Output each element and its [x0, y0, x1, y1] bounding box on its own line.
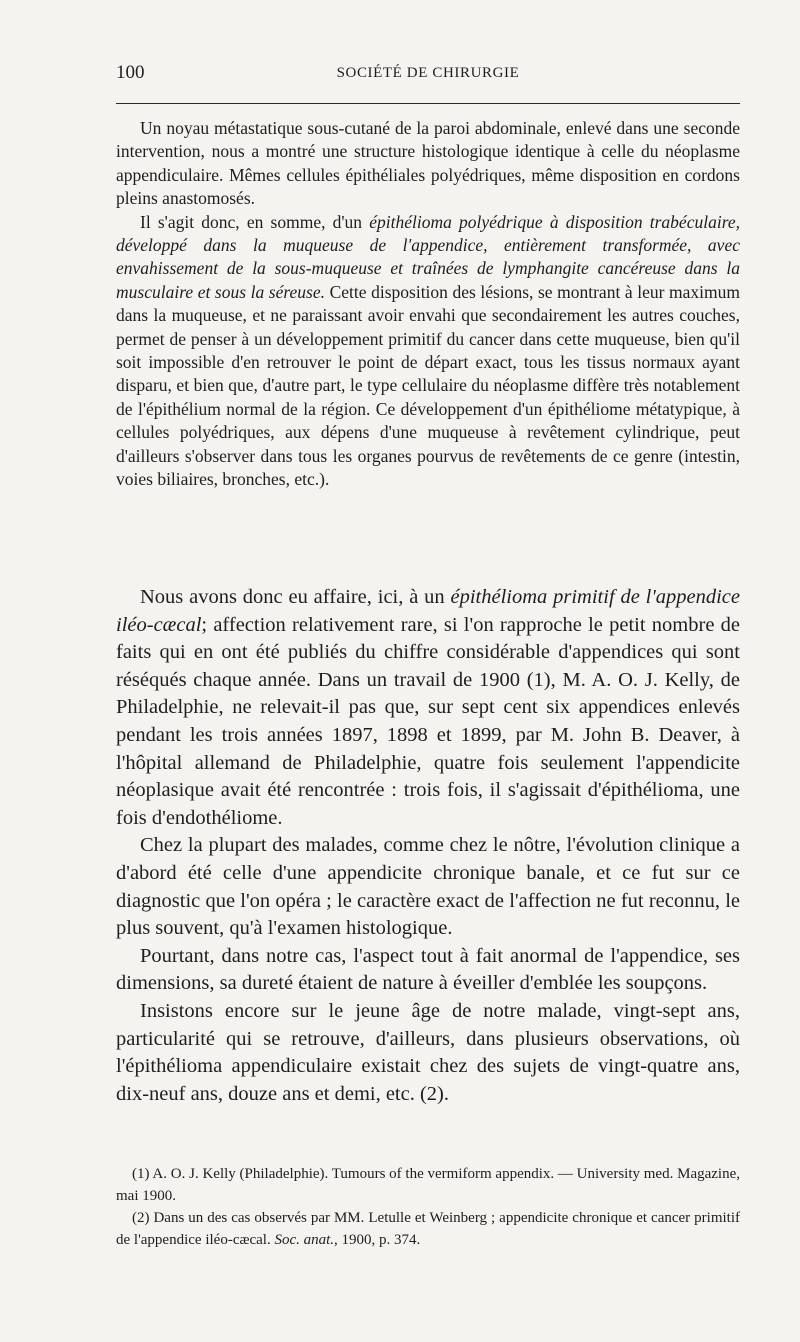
small-print-section [116, 117, 740, 492]
paragraph: Insistons encore sur le jeune âge de notre malade, vingt-sept ans, particularité qui se retrouve, d'ailleurs, dans plusieurs observations, où l'épithélioma appendiculaire existait chez des sujets de vingt-quatre ans, dix-neuf ans, douze ans et demi, etc. (2). [116, 999, 740, 1105]
running-head: SOCIÉTÉ DE CHIRURGIE [336, 65, 520, 81]
paragraph: Un noyau métastatique sous-cutané de la paroi abdominale, enlevé dans une seconde intervention, nous a montré une structure histologique identique à celle du néoplasme appendiculaire. Mêmes cellules épithéliales polyédriques, même disposition en cordons pleins anastomosés. [116, 118, 740, 209]
body-section [116, 584, 740, 1108]
paragraph: Chez la plupart des malades, comme chez le nôtre, l'évolution clinique a d'abord été celle d'une appendicite chronique banale, et ce fut sur ce diagnostic que l'on opéra ; le caractère exact de l'affection ne fut reconnu, le plus souvent, qu'à l'examen histologique. [116, 834, 740, 940]
italic-emphasis: Soc. anat. [274, 1232, 335, 1248]
header-rule [116, 103, 740, 104]
paragraph: Il s'agit donc, en somme, d'un épithélioma polyédrique à disposition trabéculaire, développé dans la muqueuse de l'appendice, entièrement transformée, avec envahissement de la sous-muqueuse et traînées de lymphangite cancéreuse dans la musculaire et sous la séreuse. Cette disposition des lésions, se montrant à leur maximum dans la muqueuse, et ne paraissant avoir envahi que secondairement les autres couches, permet de penser à un développement primitif du cancer dans cette muqueuse, bien qu'il soit impossible d'en retrouver le point de départ exact, tous les tissus normaux ayant disparu, et bien que, d'autre part, le type cellulaire du néoplasme diffère très notablement de l'épithélium normal de la région. Ce développement d'un épithéliome métatypique, à cellules polyédriques, aux dépens d'une muqueuse à revêtement cylindrique, peut d'ailleurs s'observer dans tous les organes pourvus de revêtements de ce genre (intestin, voies biliaires, bronches, etc.). [116, 211, 740, 490]
italic-emphasis: épithélioma polyédrique à disposition trabéculaire, développé dans la muqueuse de l'appendice, entièrement transformée, avec envahissement de la sous-muqueuse et traînées de lymphangite cancéreuse dans la musculaire et sous la séreuse. [116, 211, 740, 302]
footnote-1: (1) A. O. J. Kelly (Philadelphie). Tumours of the vermiform appendix. — University med. Magazine, mai 1900. [116, 1166, 740, 1204]
paragraph: Pourtant, dans notre cas, l'aspect tout à fait anormal de l'appendice, ses dimensions, sa dureté étaient de nature à éveiller d'emblée les soupçons. [116, 944, 740, 995]
italic-emphasis: épithélioma primitif de l'appendice iléo-cæcal [116, 586, 740, 636]
footnote-2: (2) Dans un des cas observés par MM. Letulle et Weinberg ; appendicite chronique et cancer primitif de l'appendice iléo-cæcal. Soc. anat., 1900, p. 374. [116, 1210, 740, 1248]
paragraph: Nous avons donc eu affaire, ici, à un épithélioma primitif de l'appendice iléo-cæcal; affection relativement rare, si l'on rapproche le petit nombre de faits qui en ont été publiés du chiffre considérable d'appendices qui sont réséqués chaque année. Dans un travail de 1900 (1), M. A. O. J. Kelly, de Philadelphie, ne relevait-il pas que, sur sept cent six appendices enlevés pendant les trois années 1897, 1898 et 1899, par M. John B. Deaver, à l'hôpital allemand de Philadelphie, quatre fois seulement l'appendicite néoplasique avait été rencontrée : trois fois, il s'agissait d'épithélioma, une fois d'endothéliome. [116, 586, 740, 829]
page-number: 100 [116, 62, 145, 83]
page-header [116, 62, 740, 86]
footnotes [116, 1163, 740, 1251]
